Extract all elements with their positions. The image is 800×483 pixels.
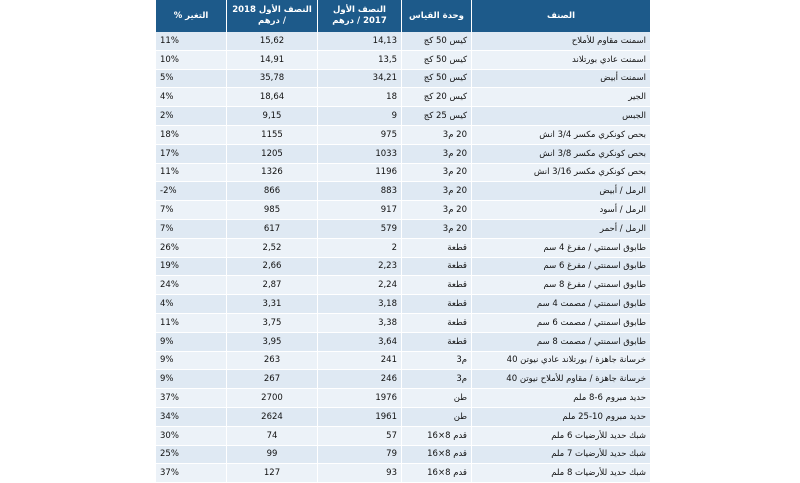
- cell-h1-2018: 1155: [227, 125, 318, 144]
- cell-category: خرسانة جاهزة / بورتلاند عادي نيوتن 40: [472, 351, 651, 370]
- table-row: [156, 201, 651, 220]
- cell-unit: 20 م3: [402, 219, 472, 238]
- cell-category: اسمنت عادي بورتلاند: [472, 50, 651, 69]
- cell-h1-2018: 2,66: [227, 257, 318, 276]
- cell-change: 24%: [156, 276, 227, 295]
- cell-h1-2018: 267: [227, 370, 318, 389]
- cell-change: 25%: [156, 445, 227, 464]
- cell-unit: 20 م3: [402, 201, 472, 220]
- cell-change: 4%: [156, 295, 227, 314]
- cell-h1-2018: 3,75: [227, 313, 318, 332]
- cell-h1-2018: 18,64: [227, 88, 318, 107]
- cell-change: 11%: [156, 32, 227, 50]
- cell-h1-2017: 3,38: [318, 313, 402, 332]
- cell-h1-2018: 985: [227, 201, 318, 220]
- table-row: [156, 464, 651, 483]
- cell-change: 34%: [156, 407, 227, 426]
- cell-h1-2017: 3,18: [318, 295, 402, 314]
- cell-change: 5%: [156, 69, 227, 88]
- header-h1-2017: النصف الأول 2017 / درهم: [318, 0, 402, 32]
- cell-change: -2%: [156, 182, 227, 201]
- cell-h1-2017: 34,21: [318, 69, 402, 88]
- cell-unit: م3: [402, 370, 472, 389]
- table-row: [156, 163, 651, 182]
- cell-h1-2018: 35,78: [227, 69, 318, 88]
- cell-h1-2017: 14,13: [318, 32, 402, 50]
- cell-unit: كيس 20 كج: [402, 88, 472, 107]
- table-row: [156, 182, 651, 201]
- cell-change: 7%: [156, 201, 227, 220]
- cell-change: 19%: [156, 257, 227, 276]
- cell-unit: قدم 8×16: [402, 445, 472, 464]
- table-row: [156, 32, 651, 50]
- cell-category: طابوق اسمنتي / مصمت 6 سم: [472, 313, 651, 332]
- cell-h1-2018: 15,62: [227, 32, 318, 50]
- cell-change: 9%: [156, 370, 227, 389]
- header-h1-2018: النصف الأول 2018 / درهم: [227, 0, 318, 32]
- cell-h1-2017: 883: [318, 182, 402, 201]
- cell-category: حديد مبروم 6-8 ملم: [472, 389, 651, 408]
- cell-h1-2017: 579: [318, 219, 402, 238]
- cell-category: اسمنت مقاوم للأملاح: [472, 32, 651, 50]
- cell-unit: قطعة: [402, 257, 472, 276]
- cell-h1-2018: 1326: [227, 163, 318, 182]
- cell-unit: كيس 50 كج: [402, 50, 472, 69]
- cell-category: بحص كونكري مكسر 3/16 انش: [472, 163, 651, 182]
- cell-h1-2017: 2: [318, 238, 402, 257]
- cell-unit: كيس 50 كج: [402, 69, 472, 88]
- cell-category: اسمنت أبيض: [472, 69, 651, 88]
- cell-h1-2018: 74: [227, 426, 318, 445]
- cell-unit: 20 م3: [402, 163, 472, 182]
- header-category: الصنف: [472, 0, 651, 32]
- cell-h1-2017: 2,23: [318, 257, 402, 276]
- cell-unit: 20 م3: [402, 144, 472, 163]
- table-row: [156, 144, 651, 163]
- cell-category: شبك حديد للأرضيات 8 ملم: [472, 464, 651, 483]
- cell-unit: كيس 25 كج: [402, 107, 472, 126]
- cell-unit: قطعة: [402, 295, 472, 314]
- cell-h1-2018: 14,91: [227, 50, 318, 69]
- table-row: [156, 426, 651, 445]
- table-row: [156, 125, 651, 144]
- cell-category: الجير: [472, 88, 651, 107]
- cell-h1-2017: 1033: [318, 144, 402, 163]
- table-row: [156, 407, 651, 426]
- cell-category: الرمل / أحمر: [472, 219, 651, 238]
- cell-change: 37%: [156, 464, 227, 483]
- cell-category: الجبس: [472, 107, 651, 126]
- cell-h1-2017: 241: [318, 351, 402, 370]
- cell-change: 30%: [156, 426, 227, 445]
- cell-h1-2018: 3,31: [227, 295, 318, 314]
- cell-change: 37%: [156, 389, 227, 408]
- cell-h1-2018: 263: [227, 351, 318, 370]
- cell-h1-2017: 9: [318, 107, 402, 126]
- cell-unit: كيس 50 كج: [402, 32, 472, 50]
- cell-category: طابوق اسمنتي / مفرغ 4 سم: [472, 238, 651, 257]
- cell-h1-2018: 99: [227, 445, 318, 464]
- cell-unit: م3: [402, 351, 472, 370]
- table-row: [156, 88, 651, 107]
- table-header-row: [156, 0, 651, 32]
- cell-h1-2018: 127: [227, 464, 318, 483]
- cell-h1-2017: 917: [318, 201, 402, 220]
- cell-change: 26%: [156, 238, 227, 257]
- cell-h1-2018: 9,15: [227, 107, 318, 126]
- cell-unit: قدم 8×16: [402, 426, 472, 445]
- cell-unit: طن: [402, 389, 472, 408]
- cell-change: 7%: [156, 219, 227, 238]
- table-body: [156, 32, 651, 483]
- table-row: [156, 295, 651, 314]
- cell-category: طابوق اسمنتي / مفرغ 6 سم: [472, 257, 651, 276]
- table-row: [156, 389, 651, 408]
- cell-category: خرسانة جاهزة / مقاوم للأملاح نيوتن 40: [472, 370, 651, 389]
- cell-unit: قطعة: [402, 332, 472, 351]
- cell-change: 17%: [156, 144, 227, 163]
- table-row: [156, 351, 651, 370]
- cell-h1-2017: 1961: [318, 407, 402, 426]
- table-row: [156, 370, 651, 389]
- cell-category: الرمل / أسود: [472, 201, 651, 220]
- table-row: [156, 332, 651, 351]
- table-row: [156, 107, 651, 126]
- cell-h1-2017: 1976: [318, 389, 402, 408]
- header-unit: وحدة القياس: [402, 0, 472, 32]
- cell-category: بحص كونكري مكسر 3/8 انش: [472, 144, 651, 163]
- cell-h1-2017: 975: [318, 125, 402, 144]
- table-row: [156, 238, 651, 257]
- cell-unit: قدم 8×16: [402, 464, 472, 483]
- cell-change: 4%: [156, 88, 227, 107]
- header-change: التغير %: [156, 0, 227, 32]
- cell-category: بحص كونكري مكسر 3/4 انش: [472, 125, 651, 144]
- cell-change: 10%: [156, 50, 227, 69]
- cell-h1-2017: 79: [318, 445, 402, 464]
- cell-h1-2018: 1205: [227, 144, 318, 163]
- cell-category: طابوق اسمنتي / مفرغ 8 سم: [472, 276, 651, 295]
- cell-category: طابوق اسمنتي / مصمت 8 سم: [472, 332, 651, 351]
- cell-h1-2018: 2,52: [227, 238, 318, 257]
- cell-change: 11%: [156, 313, 227, 332]
- cell-h1-2018: 2624: [227, 407, 318, 426]
- cell-h1-2017: 93: [318, 464, 402, 483]
- cell-unit: 20 م3: [402, 125, 472, 144]
- cell-h1-2018: 2,87: [227, 276, 318, 295]
- cell-unit: 20 م3: [402, 182, 472, 201]
- cell-h1-2018: 2700: [227, 389, 318, 408]
- cell-change: 2%: [156, 107, 227, 126]
- table-row: [156, 50, 651, 69]
- cell-unit: قطعة: [402, 238, 472, 257]
- cell-change: 18%: [156, 125, 227, 144]
- cell-change: 9%: [156, 332, 227, 351]
- cell-h1-2017: 3,64: [318, 332, 402, 351]
- cell-unit: قطعة: [402, 276, 472, 295]
- cell-h1-2017: 57: [318, 426, 402, 445]
- cell-category: حديد مبروم 10-25 ملم: [472, 407, 651, 426]
- cell-h1-2018: 3,95: [227, 332, 318, 351]
- cell-h1-2017: 13,5: [318, 50, 402, 69]
- cell-h1-2018: 617: [227, 219, 318, 238]
- cell-unit: طن: [402, 407, 472, 426]
- cell-category: شبك حديد للأرضيات 6 ملم: [472, 426, 651, 445]
- cell-h1-2017: 2,24: [318, 276, 402, 295]
- cell-unit: قطعة: [402, 313, 472, 332]
- cell-h1-2017: 1196: [318, 163, 402, 182]
- table-row: [156, 69, 651, 88]
- table-row: [156, 257, 651, 276]
- table-row: [156, 219, 651, 238]
- cell-category: الرمل / أبيض: [472, 182, 651, 201]
- table-row: [156, 445, 651, 464]
- cell-h1-2017: 18: [318, 88, 402, 107]
- table-row: [156, 313, 651, 332]
- cell-category: شبك حديد للأرضيات 7 ملم: [472, 445, 651, 464]
- cell-change: 11%: [156, 163, 227, 182]
- cell-h1-2017: 246: [318, 370, 402, 389]
- table-row: [156, 276, 651, 295]
- cell-category: طابوق اسمنتي / مصمت 4 سم: [472, 295, 651, 314]
- cell-change: 9%: [156, 351, 227, 370]
- prices-table: [155, 0, 651, 483]
- cell-h1-2018: 866: [227, 182, 318, 201]
